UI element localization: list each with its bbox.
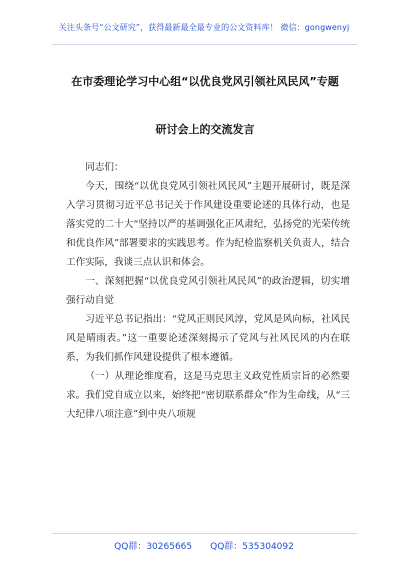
footer-qq-group-1: QQ群：30265665 [114,542,193,552]
header-divider [52,44,357,45]
footer-qq-group-2: QQ群：535304092 [210,542,294,552]
footer [0,539,408,552]
intro-paragraph: 今天，围绕“以优良党风引领社风民风”主题开展研讨，既是深入学习贯彻习近平总书记关于作风建设重要论述的具体行动，也是落实党的二十大“坚持以严的基调强化正风肃纪，弘扬党的光荣传统和优良作风”部署要求的实践思考。作为纪检监察机关负责人，结合工作实际，我谈三点认识和体会。 [66,181,350,268]
subsection-paragraph-1: （一）从理论维度看，这是马克思主义政党性质宗旨的必然要求。我们党自成立以来，始终把“密切联系群众”作为生命线，从“三大纪律八项注意”到中央八项规 [66,371,350,420]
document-body [66,158,350,424]
document-title: 在市委理论学习中心组“以优良党风引领社风民风”专题 [71,75,339,88]
salutation: 同志们： [85,162,124,173]
footer-divider [52,533,357,534]
quote-paragraph: 习近平总书记指出：“党风正则民风淳，党风是风向标，社风民风是晴雨表。”这一重要论述深刻揭示了党风与社风民风的内在联系，为我们抓作风建设提供了根本遵循。 [66,314,350,363]
header-banner: 关注头条号“公文研究”，获得最新最全最专业的公文资料库！ 微信：gongwenyj [58,23,350,32]
document-title-continued: 研讨会上的交流发言 [155,123,255,136]
section-heading-1: 一、深刻把握“以优良党风引领社风民风”的政治逻辑，切实增强行动自觉 [66,276,350,306]
